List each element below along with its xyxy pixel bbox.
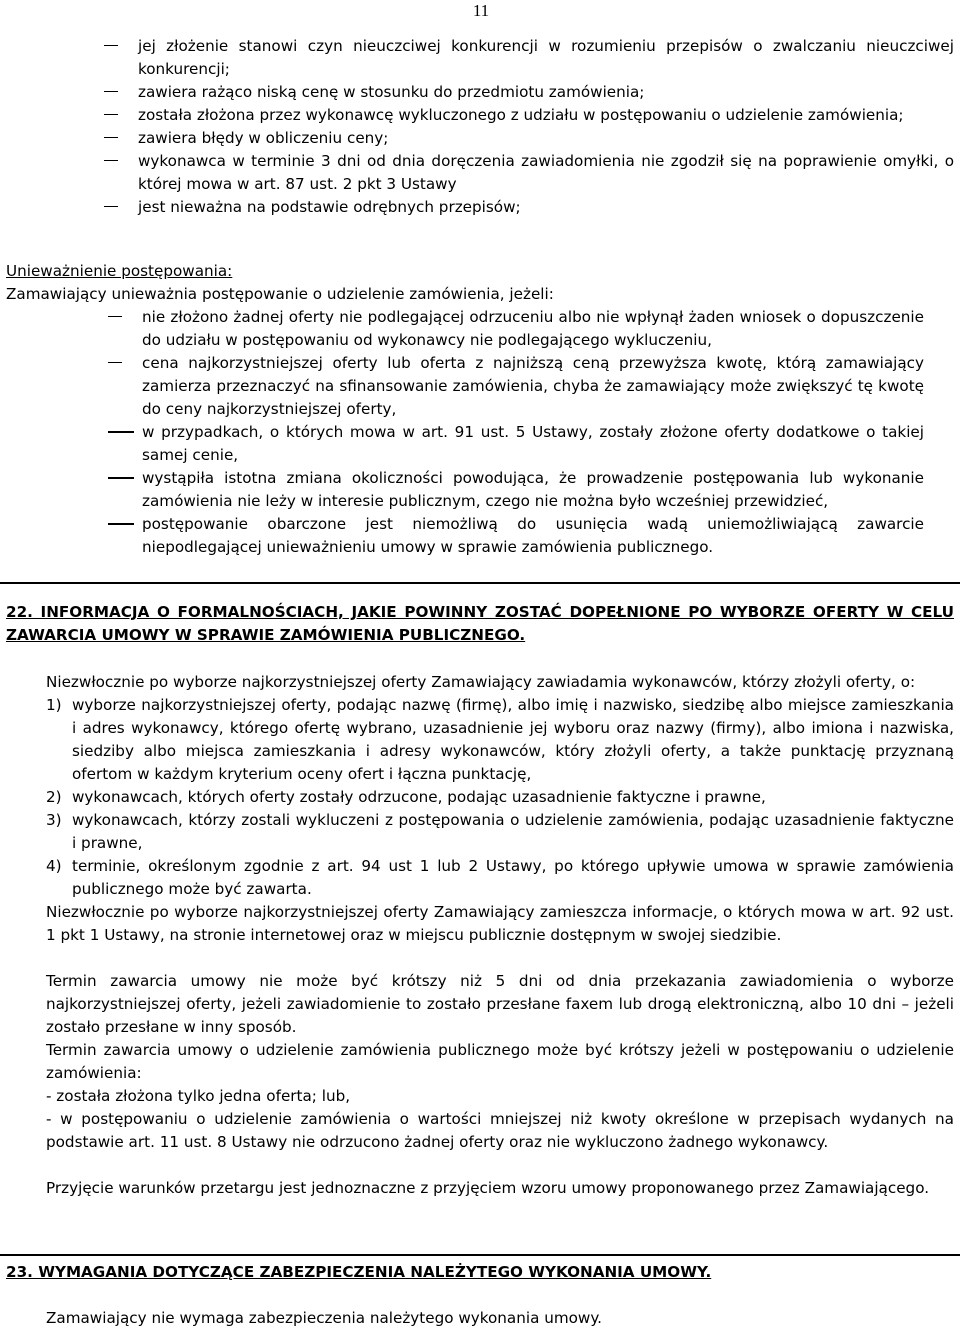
section-divider [0, 1254, 960, 1256]
section-22 [0, 601, 960, 1200]
section-divider [0, 582, 960, 584]
annulment-intro: Zamawiający unieważnia postępowanie o udzielenie zamówienia, jeżeli: [6, 285, 554, 303]
list-item: cena najkorzystniejszej oferty lub oferta z najniższą ceną przewyższa kwotę, którą zamawiający zamierza przeznaczyć na sfinansowanie zamówienia, chyba że zamawiający może zwiększyć tę kwotę do ceny najkorzystniejszej oferty, [0, 352, 960, 421]
list-item: jest nieważna na podstawie odrębnych przepisów; [0, 196, 960, 219]
dash-bullet-icon [108, 352, 122, 375]
section-23-heading: 23. WYMAGANIA DOTYCZĄCE ZABEZPIECZENIA NALEŻYTEGO WYKONANIA UMOWY. [6, 1263, 712, 1281]
list-item: nie złożono żadnej oferty nie podlegającej odrzuceniu albo nie wpłynął żaden wniosek o dopuszczenie do udziału w postępowaniu od wykonawcy nie podlegającego wykluczeniu, [0, 306, 960, 352]
dash-bullet-icon [104, 35, 118, 58]
dash-bullet-icon [104, 81, 118, 104]
term-condition-b: - w postępowaniu o udzielenie zamówienia o wartości mniejszej niż kwoty określone w przepisach wydanych na podstawie art. 11 ust. 8 Ustawy nie odrzucono żadnej oferty oraz nie wykluczono żadnego wykonawcy. [46, 1110, 954, 1151]
term-paragraph-2: Termin zawarcia umowy o udzielenie zamówienia publicznego może być krótszy jeżeli w postępowaniu o udzielenie zamówienia: [46, 1041, 954, 1082]
exclusion-list [0, 35, 960, 219]
dash-bullet-icon [104, 104, 118, 127]
dash-bullet-icon [108, 513, 134, 536]
dash-bullet-icon [104, 150, 118, 173]
publish-paragraph: Niezwłocznie po wyborze najkorzystniejszej oferty Zamawiający zamieszcza informacje, o których mowa w art. 92 ust. 1 pkt 1 Ustawy, na stronie internetowej oraz w miejscu publicznie dostępnym w swojej siedzibie. [46, 903, 954, 944]
list-item: w przypadkach, o których mowa w art. 91 ust. 5 Ustawy, zostały złożone oferty dodatkowe o takiej samej cenie, [0, 421, 960, 467]
section-22-intro: Niezwłocznie po wyborze najkorzystniejszej oferty Zamawiający zawiadamia wykonawców, którzy złożyli oferty, o: [46, 673, 916, 691]
dash-bullet-icon [104, 196, 118, 219]
dash-bullet-icon [104, 127, 118, 150]
dash-bullet-icon [108, 467, 134, 490]
list-item: zawiera błędy w obliczeniu ceny; [0, 127, 960, 150]
term-paragraph-1: Termin zawarcia umowy nie może być krótszy niż 5 dni od dnia przekazania zawiadomienia o wyborze najkorzystniejszej oferty, jeżeli zawiadomienie to zostało przesłane faxem lub drogą elektroniczną, albo 10 dni – jeżeli zostało przesłane w inny sposób. [46, 972, 954, 1036]
list-item: 3) wykonawcach, którzy zostali wykluczeni z postępowania o udzielenie zamówienia, podając uzasadnienie faktyczne i prawne, [46, 811, 954, 852]
section-22-heading: 22. INFORMACJA O FORMALNOŚCIACH, JAKIE POWINNY ZOSTAĆ DOPEŁNIONE PO WYBORZE OFERTY W CELU ZAWARCIA UMOWY W SPRAWIE ZAMÓWIENIA PUBLICZNEGO. [6, 603, 954, 644]
list-item: została złożona przez wykonawcę wykluczonego z udziału w postępowaniu o udzielenie zamówienia; [0, 104, 960, 127]
page-number: 11 [472, 1, 490, 20]
dash-bullet-icon [108, 421, 134, 444]
section-23 [0, 1261, 960, 1330]
dash-bullet-icon [108, 306, 122, 329]
acceptance-paragraph: Przyjęcie warunków przetargu jest jednoznaczne z przyjęciem wzoru umowy proponowanego przez Zamawiającego. [46, 1179, 930, 1197]
list-item: wykonawca w terminie 3 dni od dnia doręczenia zawiadomienia nie zgodził się na poprawienie omyłki, o której mowa w art. 87 ust. 2 pkt 3 Ustawy [0, 150, 960, 196]
annulment-section [0, 260, 960, 559]
list-item: 4) terminie, określonym zgodnie z art. 94 ust 1 lub 2 Ustawy, po którego upływie umowa w sprawie zamówienia publicznego może być zawarta. [46, 857, 954, 898]
list-item: 2) wykonawcach, których oferty zostały odrzucone, podając uzasadnienie faktyczne i prawne, [46, 788, 766, 806]
list-item: jej złożenie stanowi czyn nieuczciwej konkurencji w rozumieniu przepisów o zwalczaniu nieuczciwej konkurencji; [0, 35, 960, 81]
section-23-text: Zamawiający nie wymaga zabezpieczenia należytego wykonania umowy. [46, 1309, 603, 1327]
annulment-heading: Unieważnienie postępowania: [6, 262, 233, 280]
term-condition-a: - została złożona tylko jedna oferta; lub, [46, 1087, 351, 1105]
list-item: postępowanie obarczone jest niemożliwą do usunięcia wadą uniemożliwiającą zawarcie niepodlegającej unieważnieniu umowy w sprawie zamówienia publicznego. [0, 513, 960, 559]
list-item: wystąpiła istotna zmiana okoliczności powodująca, że prowadzenie postępowania lub wykonanie zamówienia nie leży w interesie publicznym, czego nie można było wcześniej przewidzieć, [0, 467, 960, 513]
list-item: zawiera rażąco niską cenę w stosunku do przedmiotu zamówienia; [0, 81, 960, 104]
list-item: 1) wyborze najkorzystniejszej oferty, podając nazwę (firmę), albo imię i nazwisko, siedzibę albo miejsce zamieszkania i adres wykonawcy, którego ofertę wybrano, uzasadnienie jej wyboru oraz nazwy (firmy), albo imiona i nazwiska, siedziby albo miejsca zamieszkania i adresy wykonawców, który złożyli oferty, a także punktację przyznaną ofertom w każdym kryterium oceny ofert i łączna punktację, [46, 696, 954, 783]
